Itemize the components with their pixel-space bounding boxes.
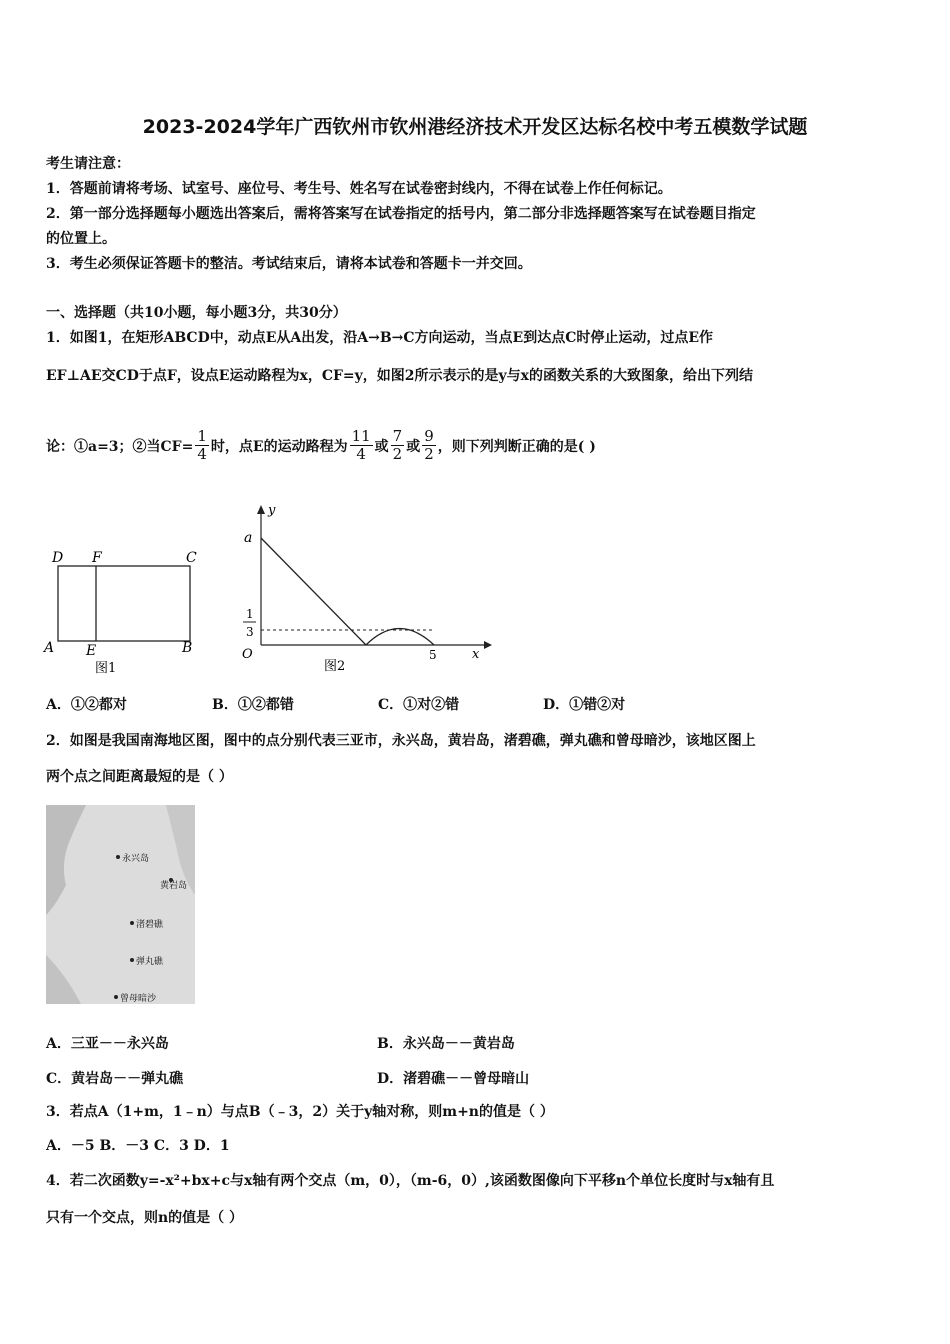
page-title: 2023-2024学年广西钦州市钦州港经济技术开发区达标名校中考五模数学试题: [142, 116, 808, 138]
option-a[interactable]: A．①②都对: [46, 697, 127, 713]
y-axis-arrow: [257, 505, 265, 514]
origin-label: O: [242, 647, 253, 662]
map-label-yongxing: 永兴岛: [122, 854, 150, 864]
frac-num: 11: [351, 427, 371, 445]
map-background: [46, 805, 195, 1004]
option-d[interactable]: D．渚碧礁－－曾母暗山: [377, 1071, 530, 1087]
label-c: C: [186, 550, 197, 566]
notice-item: 1．答题前请将考场、试室号、座位号、考生号、姓名写在试卷密封线内，不得在试卷上作任何标记。: [46, 181, 672, 197]
option-b[interactable]: B．①②都错: [212, 697, 294, 713]
notice-item: 3．考生必须保证答题卡的整洁。考试结束后，请将本试卷和答题卡一并交回。: [46, 256, 532, 272]
south-china-sea-map: [46, 805, 195, 1004]
rectangle-abcd: [58, 566, 190, 641]
q1-text: 或: [374, 438, 389, 455]
fraction-1: [350, 428, 373, 463]
q1-text: 时，点E的运动路程为: [210, 438, 348, 455]
label-b: B: [182, 640, 193, 656]
q1-text: ，则下列判断正确的是( ): [437, 438, 596, 455]
third-num: 1: [246, 607, 254, 621]
x-axis-arrow: [484, 641, 492, 649]
q1-line: EF⊥AE交CD于点F，设点E运动路程为x，CF=y，如图2所示表示的是y与x的函数关系的大致图象，给出下列结: [46, 368, 753, 384]
option-a[interactable]: A．三亚－－永兴岛: [46, 1036, 169, 1052]
q2-line: 两个点之间距离最短的是（ ）: [46, 769, 233, 785]
frac-den: 2: [392, 445, 403, 463]
third-den: 3: [246, 625, 254, 639]
option-b[interactable]: B．永兴岛－－黄岩岛: [377, 1036, 515, 1052]
q1-text: 或: [406, 438, 421, 455]
option-c[interactable]: C．黄岩岛－－弹丸礁: [46, 1071, 184, 1087]
q3-options[interactable]: A．－5 B．－3 C．3 D．1: [46, 1138, 230, 1154]
map-label-zengmu: 曾母暗沙: [120, 994, 157, 1004]
y-axis-label: y: [268, 503, 276, 518]
map-dot-zhubi: [130, 921, 134, 925]
q4-line: 只有一个交点，则n的值是（ ）: [46, 1210, 244, 1226]
map-label-zhubi: 渚碧礁: [136, 920, 164, 930]
fraction-2: [391, 428, 405, 463]
q3-line: 3．若点A（1+m，1﹣n）与点B（﹣3，2）关于y轴对称，则m+n的值是（ ）: [46, 1104, 554, 1120]
figure-1-rectangle: [40, 540, 210, 680]
label-a-value: a: [244, 530, 253, 546]
option-d[interactable]: D．①错②对: [543, 697, 626, 713]
fraction-cf: [195, 428, 209, 463]
map-dot-zengmu: [114, 995, 118, 999]
figure-1-caption: 图1: [95, 661, 117, 676]
label-e: E: [86, 643, 97, 659]
frac-den: 2: [424, 445, 434, 463]
curve-segment: [366, 629, 434, 646]
q1-text: 论：①a=3；②当CF=: [46, 438, 194, 455]
frac-num: 7: [392, 427, 403, 445]
option-c[interactable]: C．①对②错: [378, 697, 460, 713]
section-heading: 一、选择题（共10小题，每小题3分，共30分）: [46, 305, 347, 321]
q1-line: 1．如图1，在矩形ABCD中，动点E从A出发，沿A→B→C方向运动，当点E到达点C时停止运动，过点E作: [46, 330, 714, 346]
notice-item: 2．第一部分选择题每小题选出答案后，需将答案写在试卷指定的括号内，第二部分非选择题答案写在试卷题目指定: [46, 206, 756, 222]
fraction-3: [422, 428, 436, 463]
figure-2-caption: 图2: [324, 659, 346, 674]
map-dot-yongxing: [116, 855, 120, 859]
label-f: F: [92, 550, 102, 566]
map-label-danwan: 弹丸礁: [136, 957, 164, 967]
frac-den: 4: [356, 445, 366, 463]
notice-heading: 考生请注意：: [46, 156, 130, 172]
linear-segment: [261, 538, 366, 645]
tick-five: 5: [429, 648, 437, 662]
q1-line3: [46, 428, 596, 463]
frac-den: 4: [197, 445, 207, 463]
notice-item: 的位置上。: [46, 231, 116, 247]
label-a: A: [44, 640, 55, 656]
x-axis-label: x: [472, 647, 480, 662]
frac-num: 9: [424, 427, 434, 445]
map-label-huangyan: 黄岩岛: [160, 881, 188, 891]
frac-num: 1: [197, 427, 207, 445]
q2-line: 2．如图是我国南海地区图，图中的点分别代表三亚市，永兴岛，黄岩岛，渚碧礁，弹丸礁和曾母暗沙，该地区图上: [46, 733, 756, 749]
map-dot-danwan: [130, 958, 134, 962]
q4-line: 4．若二次函数y=-x²+bx+c与x轴有两个交点（m，0），（m-6，0）,该函数图像向下平移n个单位长度时与x轴有且: [46, 1173, 775, 1189]
label-d: D: [52, 550, 64, 566]
figure-2-graph: [236, 500, 496, 680]
